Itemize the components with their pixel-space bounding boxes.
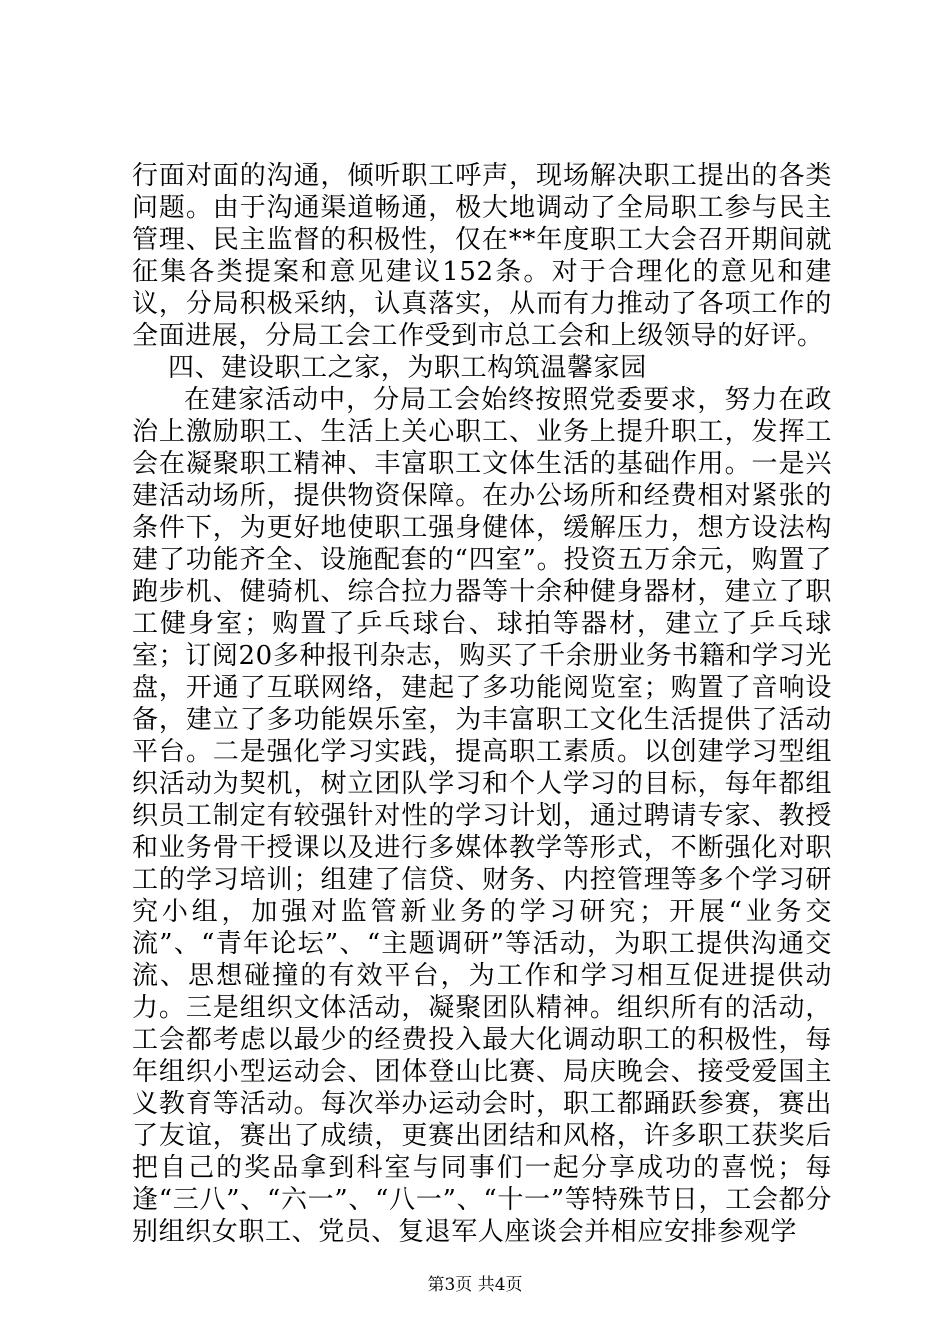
paragraph-continued: 行面对面的沟通，倾听职工呼声，现场解决职工提出的各类问题。由于沟通渠道畅通，极大地调动了全局职工参与民主管理、民主监督的积极性，仅在**年度职工大会召开期间就征集各类提案和意见建议152条。对于合理化的意见和建议，分局积极采纳，认真落实，从而有力推动了各项工作的全面进展，分局工会工作受到市总工会和上级领导的好评。 (132, 161, 832, 351)
section-heading: 四、建设职工之家，为职工构筑温馨家园 (168, 353, 647, 383)
paragraph-body: 在建家活动中，分局工会始终按照党委要求，努力在政治上激励职工、生活上关心职工、业务上提升职工，发挥工会在凝聚职工精神、丰富职工文体生活的基础作用。一是兴建活动场所，提供物资保障。在办公场所和经费相对紧张的条件下，为更好地使职工强身健体，缓解压力，想方设法构建了功能齐全、设施配套的“四室”。投资五万余元，购置了跑步机、健骑机、综合拉力器等十余种健身器材，建立了职工健身室；购置了乒乓球台、球拍等器材，建立了乒乓球室；订阅20多种报刊杂志，购买了千余册业务书籍和学习光盘，开通了互联网络，建起了多功能阅览室；购置了音响设备，建立了多功能娱乐室，为丰富职工文化生活提供了活动平台。二是强化学习实践，提高职工素质。以创建学习型组织活动为契机，树立团队学习和个人学习的目标，每年都组织员工制定有较强针对性的学习计划，通过聘请专家、教授和业务骨干授课以及进行多媒体教学等形式，不断强化对职工的学习培训；组建了信贷、财务、内控管理等多个学习研究小组，加强对监管新业务的学习研究；开展“业务交流”、“青年论坛”、“主题调研”等活动，为职工提供沟通交流、思想碰撞的有效平台，为工作和学习相互促进提供动力。三是组织文体活动，凝聚团队精神。组织所有的活动，工会都考虑以最少的经费投入最大化调动职工的积极性，每年组织小型运动会、团体登山比赛、局庆晚会、接受爱国主义教育等活动。每次举办运动会时，职工都踊跃参赛，赛出了友谊，赛出了成绩，更赛出团结和风格，许多职工获奖后把自己的奖品拿到科室与同事们一起分享成功的喜悦；每逢“三八”、“六一”、“八一”、“十一”等特殊节日，工会都分别组织女职工、党员、复退军人座谈会并相应安排参观学 (132, 385, 832, 1247)
page-number: 第3页 共4页 (427, 1275, 523, 1295)
document-body (132, 160, 832, 1248)
